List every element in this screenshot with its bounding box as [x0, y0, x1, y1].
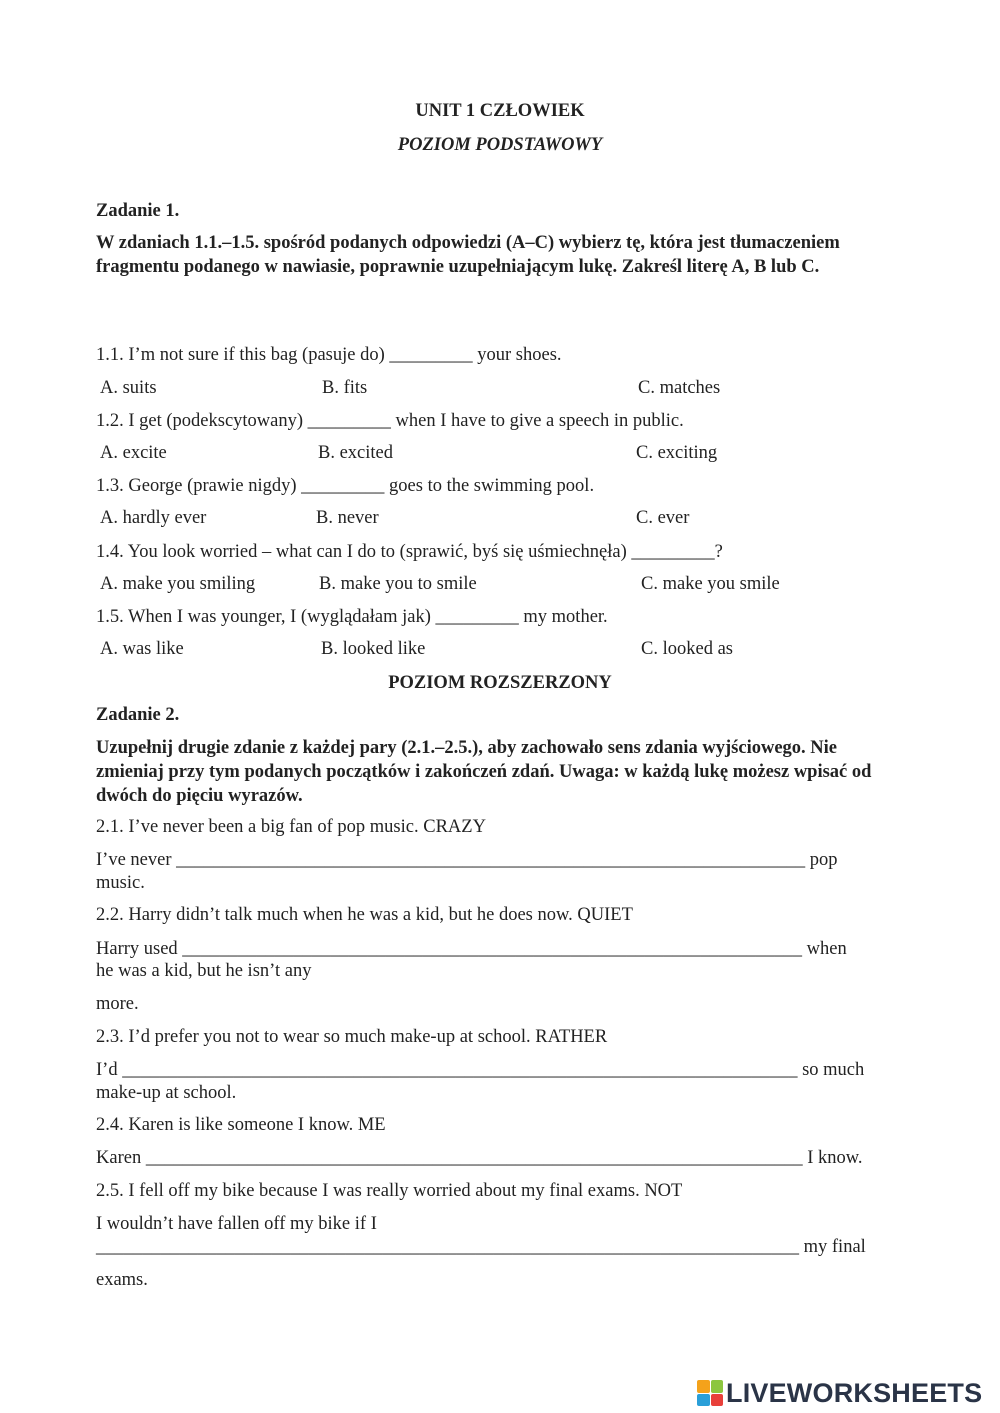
- item-2-2-answer-end: he was a kid, but he isn’t any: [96, 961, 312, 981]
- logo-square-blue: [697, 1394, 710, 1407]
- option-1-4-a[interactable]: A. make you smiling: [100, 574, 256, 594]
- item-2-2-answer-line[interactable]: Harry used ___________________________________________________________________ when: [96, 939, 847, 959]
- question-1-4: 1.4. You look worried – what can I do to (sprawić, byś się uśmiechnęła) _________?: [96, 542, 723, 562]
- unit-title: UNIT 1 CZŁOWIEK: [415, 101, 585, 121]
- level-extended-title: POZIOM ROZSZERZONY: [388, 673, 612, 693]
- item-2-5-answer-start: I wouldn’t have fallen off my bike if I: [96, 1214, 377, 1234]
- option-1-5-a[interactable]: A. was like: [100, 639, 184, 659]
- item-2-3-answer-end: make-up at school.: [96, 1083, 237, 1103]
- option-1-2-a[interactable]: A. excite: [100, 443, 167, 463]
- item-2-3-answer-line[interactable]: I’d _________________________________________________________________________ so much: [96, 1060, 865, 1080]
- option-1-5-c[interactable]: C. looked as: [641, 639, 733, 659]
- item-2-5-answer-end: exams.: [96, 1270, 148, 1290]
- item-2-5-prompt: 2.5. I fell off my bike because I was really worried about my final exams. NOT: [96, 1181, 683, 1201]
- task1-instruction: W zdaniach 1.1.–1.5. spośród podanych odpowiedzi (A–C) wybierz tę, która jest tłumaczeniem fragmentu podanego w nawiasie, poprawnie uzupełniającym lukę. Zakreśl literę A, B lub C.: [96, 233, 840, 277]
- task2-heading: Zadanie 2.: [96, 705, 180, 725]
- task1-heading: Zadanie 1.: [96, 201, 180, 221]
- level-basic-title: POZIOM PODSTAWOWY: [397, 135, 603, 155]
- item-2-4-prompt: 2.4. Karen is like someone I know. ME: [96, 1115, 386, 1135]
- item-2-4-answer-line[interactable]: Karen _______________________________________________________________________ I know.: [96, 1148, 863, 1168]
- option-1-2-c[interactable]: C. exciting: [636, 443, 718, 463]
- logo-square-green: [711, 1380, 724, 1393]
- question-1-3: 1.3. George (prawie nigdy) _________ goes to the swimming pool.: [96, 476, 595, 496]
- option-1-4-b[interactable]: B. make you to smile: [319, 574, 477, 594]
- option-1-1-a[interactable]: A. suits: [100, 378, 157, 398]
- option-1-4-c[interactable]: C. make you smile: [641, 574, 780, 594]
- item-2-3-prompt: 2.3. I’d prefer you not to wear so much make-up at school. RATHER: [96, 1027, 608, 1047]
- question-1-1: 1.1. I’m not sure if this bag (pasuje do) _________ your shoes.: [96, 345, 562, 365]
- logo-text: LIVEWORKSHEETS: [726, 1378, 983, 1408]
- item-2-2-answer-end-2: more.: [96, 994, 139, 1014]
- item-2-1-prompt: 2.1. I’ve never been a big fan of pop music. CRAZY: [96, 817, 486, 837]
- item-2-2-prompt: 2.2. Harry didn’t talk much when he was a kid, but he does now. QUIET: [96, 905, 633, 925]
- option-1-3-c[interactable]: C. ever: [636, 508, 690, 528]
- option-1-1-c[interactable]: C. matches: [638, 378, 721, 398]
- liveworksheets-logo[interactable]: [697, 1378, 982, 1408]
- logo-mark-icon: [697, 1380, 723, 1406]
- task2-instruction: Uzupełnij drugie zdanie z każdej pary (2.1.–2.5.), aby zachowało sens zdania wyjściowego. Nie zmieniaj przy tym podanych początków i zakończeń zdań. Uwaga: w każdą lukę możesz wpisać od dwóch do pięciu wyrazów.: [96, 738, 872, 806]
- option-1-2-b[interactable]: B. excited: [318, 443, 394, 463]
- item-2-5-answer-line[interactable]: ____________________________________________________________________________ my final: [96, 1237, 866, 1257]
- option-1-1-b[interactable]: B. fits: [322, 378, 368, 398]
- item-2-1-answer-line[interactable]: I’ve never ____________________________________________________________________ pop: [96, 850, 838, 870]
- item-2-1-answer-end: music.: [96, 873, 145, 893]
- question-1-2: 1.2. I get (podekscytowany) _________ when I have to give a speech in public.: [96, 411, 684, 431]
- option-1-3-b[interactable]: B. never: [316, 508, 379, 528]
- logo-square-red: [711, 1394, 724, 1407]
- logo-square-orange: [697, 1380, 710, 1393]
- option-1-5-b[interactable]: B. looked like: [321, 639, 426, 659]
- option-1-3-a[interactable]: A. hardly ever: [100, 508, 207, 528]
- question-1-5: 1.5. When I was younger, I (wyglądałam jak) _________ my mother.: [96, 607, 608, 627]
